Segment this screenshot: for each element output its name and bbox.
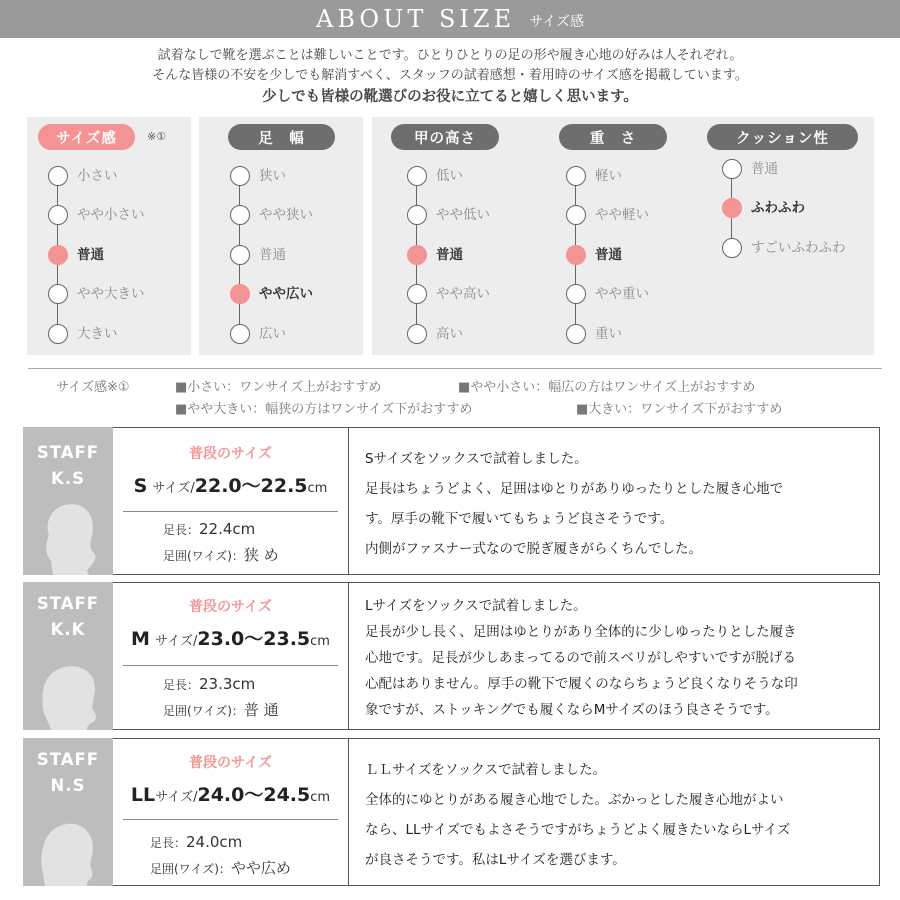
option-label: やや広い [259, 286, 313, 302]
header-bar [0, 0, 900, 38]
radio-circle [566, 205, 586, 225]
staff-size-panel [113, 582, 348, 730]
usual-size-value [113, 780, 348, 807]
staff-name: N.S [50, 776, 86, 795]
intro-line: 少しでも皆様の靴選びのお役に立てると嬉しく思います。 [262, 89, 638, 105]
divider [123, 665, 338, 666]
option-label: 小さい [77, 168, 118, 184]
foot-length [163, 675, 255, 693]
foot-width-value: やや広め [230, 859, 291, 877]
foot-width [163, 544, 279, 565]
radio-circle [566, 166, 586, 186]
option-label: 低い [436, 168, 463, 184]
option-label: 普通 [751, 161, 778, 177]
scale-title: 甲の高さ [391, 124, 499, 150]
option-label: やや狭い [259, 207, 313, 223]
radio-circle [722, 159, 742, 179]
radio-circle [230, 324, 250, 344]
section-divider [28, 368, 882, 369]
staff-label: STAFF [36, 750, 100, 769]
option-label: 高い [436, 326, 463, 342]
size-letter: S [133, 475, 148, 497]
radio-circle [566, 324, 586, 344]
comment-line: 心配はありません。厚手の靴下で履くのならちょうど良くなりそうな印 [365, 676, 798, 692]
option-label: 重い [595, 326, 622, 342]
legend-item: ■やや大きい：幅狭の方はワンサイズ下がおすすめ [175, 402, 473, 417]
usual-size-label: 普段のサイズ [189, 755, 272, 771]
staff-name: K.S [51, 469, 85, 488]
comment-line: 足長はちょうどよく、足囲はゆとりがありゆったりとした履き心地で [365, 481, 784, 497]
comment-line: Sサイズをソックスで試着しました。 [365, 451, 588, 467]
radio-circle [407, 284, 427, 304]
staff-comment-panel [348, 738, 880, 886]
legend-item: ■小さい：ワンサイズ上がおすすめ [175, 380, 382, 395]
radio-circle-selected [722, 198, 742, 218]
option-label: やや小さい [77, 207, 145, 223]
size-unit: cm [310, 634, 330, 649]
divider [123, 511, 338, 512]
radio-circle [48, 166, 68, 186]
radio-circle [407, 205, 427, 225]
radio-circle [230, 205, 250, 225]
foot-width-label: 足囲(ワイズ)： [163, 704, 244, 718]
size-letter: LL [130, 784, 156, 806]
radio-circle-selected [230, 284, 250, 304]
staff-card [23, 738, 880, 886]
staff-label: STAFF [36, 594, 100, 613]
scale-panel-size [27, 117, 191, 355]
option-label: 広い [259, 326, 286, 342]
scale-panel-width [199, 117, 363, 355]
intro-line: 試着なしで靴を選ぶことは難しいことです。ひとりひとりの足の形や履き心地の好みは人それぞれ。 [157, 48, 743, 63]
legend-item: ■やや小さい：幅広の方はワンサイズ上がおすすめ [458, 380, 756, 395]
radio-circle [722, 238, 742, 258]
radio-circle [407, 166, 427, 186]
intro-line: そんな皆様の不安を少しでも解消すべく、スタッフの試着感想・着用時のサイズ感を掲載しています。 [152, 68, 748, 83]
comment-line: が良さそうです。私はLサイズを選びます。 [365, 852, 626, 868]
foot-length-value: 24.0cm [186, 833, 243, 851]
scale-panel-weight [533, 117, 697, 355]
staff-comment [365, 444, 870, 564]
legend-label: サイズ感※① [56, 380, 130, 395]
foot-width-label: 足囲(ワイズ)： [150, 862, 231, 876]
comment-line: Lサイズをソックスで試着しました。 [365, 598, 587, 614]
comment-line: 内側がファスナー式なので脱ぎ履きがらくちんでした。 [365, 541, 702, 557]
option-label: 普通 [77, 247, 104, 263]
staff-size-panel [113, 738, 348, 886]
header-title: ABOUT SIZE [316, 5, 516, 33]
scale-title: クッション性 [707, 124, 858, 150]
option-label: やや大きい [77, 286, 145, 302]
foot-length [150, 833, 242, 851]
radio-circle-selected [566, 245, 586, 265]
staff-comment [365, 593, 870, 723]
size-word: サイズ/ [155, 634, 198, 649]
person-silhouette-icon [31, 495, 107, 575]
option-label: ふわふわ [751, 200, 805, 216]
scale-panel-instep [372, 117, 536, 355]
foot-length [163, 520, 255, 538]
option-label: やや軽い [595, 207, 649, 223]
option-label: やや高い [436, 286, 490, 302]
size-range: 23.0〜23.5 [197, 628, 311, 650]
staff-photo-panel [23, 582, 113, 730]
usual-size-value [113, 471, 348, 498]
staff-card [23, 582, 880, 730]
comment-line: 足長が少し長く、足囲はゆとりがあり全体的に少しゆったりとした履き [365, 624, 797, 640]
comment-line: す。厚手の靴下で履いてもちょうど良さそうです。 [365, 511, 674, 527]
comment-line: 心地です。足長が少しあまってるので前スベリがしやすいですが脱げる [365, 650, 796, 666]
staff-photo-panel [23, 738, 113, 886]
comment-line: なら、LLサイズでもよさそうですがちょうどよく履きたいならLサイズ [365, 822, 791, 838]
radio-circle [230, 166, 250, 186]
option-label: 軽い [595, 168, 622, 184]
staff-comment-panel [348, 427, 880, 575]
scale-panel-cushion [696, 117, 874, 355]
staff-comment [365, 755, 870, 875]
foot-length-label: 足長： [163, 523, 200, 537]
foot-width [150, 857, 291, 878]
option-label: すごいふわふわ [751, 240, 846, 256]
usual-size-label: 普段のサイズ [189, 599, 272, 615]
usual-size-label: 普段のサイズ [189, 446, 272, 462]
foot-length-label: 足長： [163, 678, 200, 692]
size-unit: cm [307, 481, 328, 496]
option-label: やや重い [595, 286, 649, 302]
foot-length-value: 23.3cm [199, 675, 256, 693]
comment-line: ＬＬサイズをソックスで試着しました。 [365, 762, 607, 778]
scale-title: サイズ感 [38, 124, 135, 150]
staff-photo-panel [23, 427, 113, 575]
legend-item: ■大きい：ワンサイズ下がおすすめ [576, 402, 783, 417]
option-label: 大きい [77, 326, 118, 342]
option-label: やや低い [436, 207, 490, 223]
radio-circle-selected [407, 245, 427, 265]
foot-length-label: 足長： [150, 836, 187, 850]
size-letter: M [131, 628, 150, 650]
staff-card [23, 427, 880, 575]
staff-name: K.K [50, 620, 86, 639]
radio-circle [48, 324, 68, 344]
size-range: 22.0〜22.5 [194, 475, 308, 497]
option-label: 普通 [436, 247, 463, 263]
scale-title: 足 幅 [228, 124, 335, 150]
radio-circle [407, 324, 427, 344]
person-silhouette-icon [31, 650, 107, 730]
option-label: 普通 [595, 247, 622, 263]
staff-comment-panel [348, 582, 880, 730]
scale-note: ※① [147, 130, 167, 143]
person-silhouette-icon [31, 806, 107, 886]
size-word: サイズ/ [152, 481, 195, 496]
staff-label: STAFF [36, 443, 100, 462]
scale-title: 重 さ [559, 124, 667, 150]
usual-size-value [113, 624, 348, 651]
option-label: 普通 [259, 247, 286, 263]
foot-width-label: 足囲(ワイズ)： [163, 549, 244, 563]
divider [123, 819, 338, 820]
header-subtitle: サイズ感 [529, 14, 584, 30]
option-label: 狭い [259, 168, 286, 184]
comment-line: 象ですが、ストッキングでも履くならMサイズのほう良さそうです。 [365, 702, 779, 718]
radio-circle-selected [48, 245, 68, 265]
radio-circle [566, 284, 586, 304]
radio-circle [48, 284, 68, 304]
size-unit: cm [310, 790, 331, 805]
radio-circle [48, 205, 68, 225]
foot-width-value: 普 通 [243, 701, 279, 719]
size-range: 24.0〜24.5 [197, 784, 311, 806]
radio-circle [230, 245, 250, 265]
comment-line: 全体的にゆとりがある履き心地でした。ぶかっとした履き心地がよい [365, 792, 784, 808]
foot-width-value: 狭 め [243, 546, 279, 564]
staff-size-panel [113, 427, 348, 575]
intro-text [0, 46, 900, 108]
foot-length-value: 22.4cm [199, 520, 256, 538]
size-word: サイズ/ [155, 790, 198, 805]
foot-width [163, 699, 279, 720]
